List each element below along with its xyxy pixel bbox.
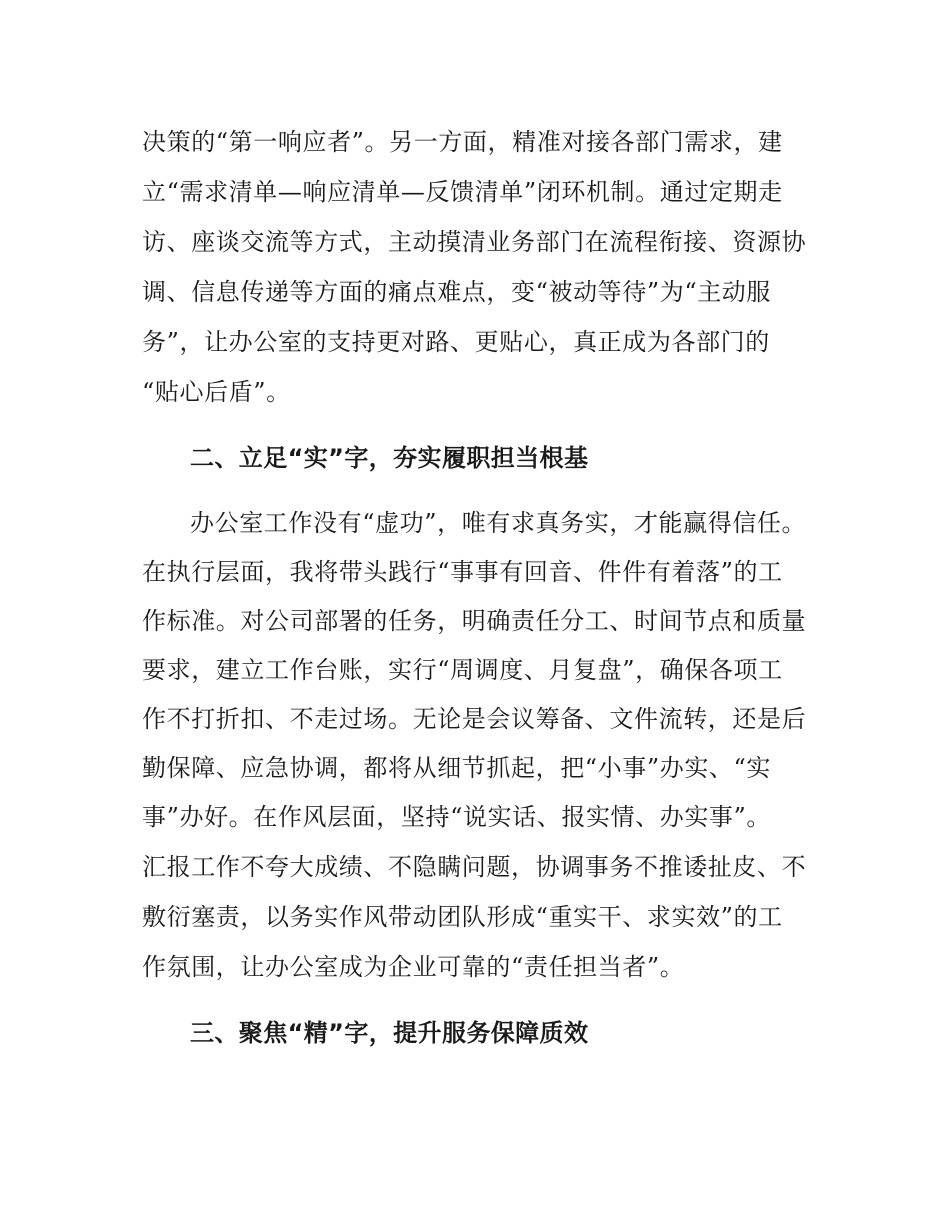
paragraph-line: 勤保障、应急协调，都将从细节抓起，把“小事”办实、“实: [142, 754, 772, 782]
paragraph-line: 务”，让办公室的支持更对路、更贴心，真正成为各部门的: [142, 328, 770, 356]
paragraph-line: 事”办好。在作风层面，坚持“说实话、报实情、办实事”。: [142, 803, 772, 831]
paragraph-line: 作标准。对公司部署的任务，明确责任分工、时间节点和质量: [142, 607, 807, 635]
paragraph-line: 作不打折扣、不走过场。无论是会议筹备、文件流转，还是后: [142, 705, 807, 733]
paragraph-line: 在执行层面，我将带头践行“事事有回音、件件有着落”的工: [142, 558, 783, 586]
section-heading-2: 二、立足“实”字，夯实履职担当根基: [190, 444, 589, 472]
paragraph-line: 汇报工作不夸大成绩、不隐瞒问题，协调事务不推诿扯皮、不: [142, 853, 807, 881]
paragraph-line: 办公室工作没有“虚功”，唯有求真务实，才能赢得信任。: [190, 509, 807, 537]
paragraph-line: 决策的“第一响应者”。另一方面，精准对接各部门需求，建: [142, 128, 783, 156]
paragraph-line: 敷衍塞责，以务实作风带动团队形成“重实干、求实效”的工: [142, 903, 783, 931]
section-heading-3: 三、聚焦“精”字，提升服务保障质效: [190, 1019, 589, 1047]
paragraph-line: 作氛围，让办公室成为企业可靠的“责任担当者”。: [142, 953, 685, 981]
paragraph-line: 立“需求清单—响应清单—反馈清单”闭环机制。通过定期走: [142, 178, 783, 206]
paragraph-line: “贴心后盾”。: [142, 378, 291, 406]
paragraph-line: 要求，建立工作台账，实行“周调度、月复盘”，确保各项工: [142, 656, 783, 684]
paragraph-line: 访、座谈交流等方式，主动摸清业务部门在流程衔接、资源协: [142, 228, 807, 256]
paragraph-line: 调、信息传递等方面的痛点难点，变“被动等待”为“主动服: [142, 278, 772, 306]
